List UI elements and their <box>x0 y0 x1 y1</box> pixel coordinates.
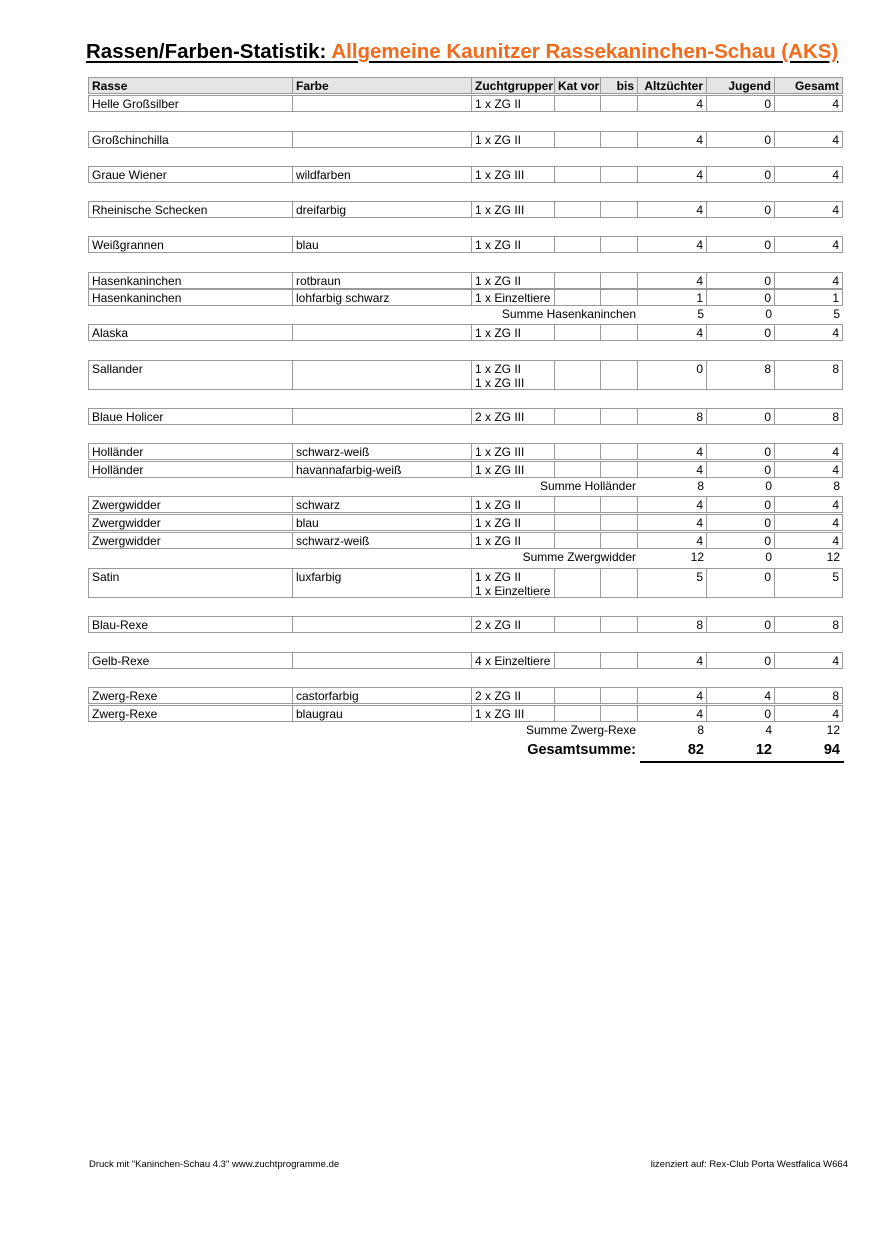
cell-rasse: Blau-Rexe <box>88 616 293 633</box>
table-row <box>89 289 844 306</box>
cell-altzuechter: 4 <box>637 95 707 112</box>
cell-gesamt: 4 <box>774 272 843 289</box>
cell-rasse: Zwergwidder <box>88 496 293 513</box>
zuchtgruppe-line: 1 x ZG III <box>475 376 525 390</box>
subtotal-row <box>89 307 844 324</box>
cell-jugend: 0 <box>706 166 775 183</box>
cell-farbe: schwarz <box>292 496 472 513</box>
cell-gesamt: 4 <box>774 131 843 148</box>
cell-zuchtgruppe <box>471 360 555 390</box>
cell-gesamt: 8 <box>774 360 843 390</box>
cell-rasse: Helle Großsilber <box>88 95 293 112</box>
subtotal-label: Summe Hasenkaninchen <box>501 307 636 321</box>
col-header-rasse: Rasse <box>88 77 293 94</box>
cell-rasse: Zwerg-Rexe <box>88 687 293 704</box>
cell-rasse: Weißgrannen <box>88 236 293 253</box>
zuchtgruppe-line: 1 x Einzeltiere <box>475 584 551 598</box>
cell-altzuechter: 4 <box>637 652 707 669</box>
cell-farbe <box>292 95 472 112</box>
cell-altzuechter: 4 <box>637 201 707 218</box>
page-title <box>86 42 838 63</box>
cell-bis <box>600 616 638 633</box>
cell-farbe: lohfarbig schwarz <box>292 289 472 306</box>
table-row <box>89 201 844 218</box>
grand-total-underline <box>640 761 844 763</box>
cell-bis <box>600 568 638 598</box>
cell-farbe: schwarz-weiß <box>292 532 472 549</box>
cell-rasse: Holländer <box>88 443 293 460</box>
cell-bis <box>600 514 638 531</box>
cell-farbe <box>292 131 472 148</box>
cell-altzuechter: 4 <box>637 496 707 513</box>
cell-bis <box>600 236 638 253</box>
cell-kat-von <box>554 236 601 253</box>
cell-gesamt: 5 <box>774 568 843 598</box>
subtotal-label: Summe Holländer <box>539 479 636 493</box>
cell-farbe: blau <box>292 236 472 253</box>
cell-jugend: 4 <box>706 687 775 704</box>
cell-bis <box>600 461 638 478</box>
table-row <box>89 166 844 183</box>
cell-rasse: Sallander <box>88 360 293 390</box>
cell-bis <box>600 360 638 390</box>
cell-altzuechter: 4 <box>637 131 707 148</box>
show-name: Allgemeine Kaunitzer Rassekaninchen-Schau (AKS) <box>331 40 839 63</box>
cell-zuchtgruppe <box>471 568 555 598</box>
cell-zuchtgruppe: 1 x ZG II <box>471 272 555 289</box>
table-row <box>89 408 844 425</box>
col-header-gesamt: Gesamt <box>774 77 843 94</box>
subtotal-jugend: 0 <box>765 550 772 564</box>
cell-altzuechter: 4 <box>637 532 707 549</box>
cell-kat-von <box>554 443 601 460</box>
cell-altzuechter: 4 <box>637 443 707 460</box>
col-header-altzuechter: Altzüchter <box>637 77 707 94</box>
cell-kat-von <box>554 408 601 425</box>
grand-total-label: Gesamtsumme: <box>527 742 636 758</box>
cell-altzuechter: 8 <box>637 616 707 633</box>
cell-rasse: Hasenkaninchen <box>88 289 293 306</box>
cell-gesamt: 1 <box>774 289 843 306</box>
cell-gesamt: 4 <box>774 324 843 341</box>
cell-farbe: rotbraun <box>292 272 472 289</box>
subtotal-label: Summe Zwergwidder <box>522 550 636 564</box>
cell-bis <box>600 166 638 183</box>
cell-jugend: 0 <box>706 496 775 513</box>
col-header-jugend: Jugend <box>706 77 775 94</box>
cell-rasse: Holländer <box>88 461 293 478</box>
cell-kat-von <box>554 532 601 549</box>
cell-bis <box>600 408 638 425</box>
cell-farbe: castorfarbig <box>292 687 472 704</box>
subtotal-jugend: 0 <box>765 479 772 493</box>
subtotal-label: Summe Zwerg-Rexe <box>525 723 636 737</box>
table-row <box>89 532 844 549</box>
cell-zuchtgruppe: 1 x ZG III <box>471 705 555 722</box>
cell-gesamt: 4 <box>774 514 843 531</box>
col-header-zuchtgruppe: Zuchtgrupper <box>471 77 555 94</box>
cell-altzuechter: 4 <box>637 687 707 704</box>
cell-kat-von <box>554 514 601 531</box>
table-row <box>89 461 844 478</box>
cell-gesamt: 4 <box>774 652 843 669</box>
cell-zuchtgruppe: 2 x ZG III <box>471 408 555 425</box>
cell-jugend: 0 <box>706 461 775 478</box>
table-row <box>89 568 844 598</box>
cell-bis <box>600 532 638 549</box>
cell-jugend: 0 <box>706 652 775 669</box>
cell-jugend: 0 <box>706 131 775 148</box>
cell-jugend: 0 <box>706 236 775 253</box>
cell-gesamt: 4 <box>774 201 843 218</box>
cell-rasse: Graue Wiener <box>88 166 293 183</box>
table-row <box>89 360 844 390</box>
cell-gesamt: 4 <box>774 461 843 478</box>
cell-bis <box>600 201 638 218</box>
cell-altzuechter: 4 <box>637 272 707 289</box>
cell-zuchtgruppe: 1 x ZG II <box>471 95 555 112</box>
cell-bis <box>600 652 638 669</box>
cell-zuchtgruppe: 1 x ZG III <box>471 166 555 183</box>
cell-bis <box>600 496 638 513</box>
cell-kat-von <box>554 95 601 112</box>
table-row <box>89 131 844 148</box>
cell-jugend: 0 <box>706 201 775 218</box>
cell-altzuechter: 4 <box>637 705 707 722</box>
zuchtgruppe-line: 1 x ZG II <box>475 362 522 376</box>
cell-zuchtgruppe: 4 x Einzeltiere <box>471 652 555 669</box>
cell-zuchtgruppe: 1 x ZG II <box>471 496 555 513</box>
cell-jugend: 0 <box>706 324 775 341</box>
cell-bis <box>600 95 638 112</box>
cell-zuchtgruppe: 1 x ZG II <box>471 324 555 341</box>
cell-jugend: 0 <box>706 289 775 306</box>
cell-bis <box>600 289 638 306</box>
grand-total-row <box>89 740 844 762</box>
cell-zuchtgruppe: 1 x ZG II <box>471 236 555 253</box>
table-row <box>89 236 844 253</box>
table-row <box>89 705 844 722</box>
table-row <box>89 514 844 531</box>
cell-rasse: Zwergwidder <box>88 532 293 549</box>
cell-altzuechter: 4 <box>637 166 707 183</box>
table-row <box>89 652 844 669</box>
cell-farbe <box>292 616 472 633</box>
cell-altzuechter: 4 <box>637 461 707 478</box>
cell-farbe: blaugrau <box>292 705 472 722</box>
cell-gesamt: 4 <box>774 705 843 722</box>
cell-zuchtgruppe: 2 x ZG II <box>471 616 555 633</box>
cell-kat-von <box>554 131 601 148</box>
cell-zuchtgruppe: 1 x ZG III <box>471 443 555 460</box>
cell-rasse: Alaska <box>88 324 293 341</box>
subtotal-altzuechter: 8 <box>697 723 704 737</box>
cell-rasse: Blaue Holicer <box>88 408 293 425</box>
cell-kat-von <box>554 289 601 306</box>
cell-jugend: 0 <box>706 616 775 633</box>
subtotal-jugend: 4 <box>765 723 772 737</box>
col-header-bis: bis <box>600 77 638 94</box>
cell-gesamt: 8 <box>774 408 843 425</box>
cell-rasse: Großchinchilla <box>88 131 293 148</box>
cell-gesamt: 4 <box>774 496 843 513</box>
subtotal-row <box>89 550 844 567</box>
cell-farbe <box>292 652 472 669</box>
cell-farbe: schwarz-weiß <box>292 443 472 460</box>
cell-jugend: 8 <box>706 360 775 390</box>
subtotal-jugend: 0 <box>765 307 772 321</box>
cell-gesamt: 4 <box>774 443 843 460</box>
cell-rasse: Satin <box>88 568 293 598</box>
cell-farbe: dreifarbig <box>292 201 472 218</box>
cell-altzuechter: 1 <box>637 289 707 306</box>
cell-kat-von <box>554 496 601 513</box>
table-row <box>89 324 844 341</box>
cell-jugend: 0 <box>706 705 775 722</box>
col-header-farbe: Farbe <box>292 77 472 94</box>
cell-altzuechter: 0 <box>637 360 707 390</box>
subtotal-gesamt: 12 <box>826 723 840 737</box>
cell-kat-von <box>554 360 601 390</box>
cell-jugend: 0 <box>706 532 775 549</box>
cell-zuchtgruppe: 1 x ZG II <box>471 514 555 531</box>
cell-zuchtgruppe: 1 x ZG II <box>471 532 555 549</box>
cell-kat-von <box>554 652 601 669</box>
cell-bis <box>600 443 638 460</box>
subtotal-row <box>89 479 844 496</box>
cell-zuchtgruppe: 1 x ZG III <box>471 461 555 478</box>
cell-rasse: Hasenkaninchen <box>88 272 293 289</box>
cell-altzuechter: 8 <box>637 408 707 425</box>
cell-altzuechter: 4 <box>637 324 707 341</box>
cell-farbe: havannafarbig-weiß <box>292 461 472 478</box>
cell-jugend: 0 <box>706 408 775 425</box>
cell-jugend: 0 <box>706 568 775 598</box>
cell-kat-von <box>554 166 601 183</box>
cell-gesamt: 8 <box>774 687 843 704</box>
table-row <box>89 95 844 112</box>
col-header-kat-von: Kat vor <box>554 77 601 94</box>
cell-farbe <box>292 360 472 390</box>
table-row <box>89 496 844 513</box>
cell-rasse: Zwergwidder <box>88 514 293 531</box>
subtotal-gesamt: 8 <box>833 479 840 493</box>
subtotal-gesamt: 12 <box>826 550 840 564</box>
cell-rasse: Rheinische Schecken <box>88 201 293 218</box>
table-row <box>89 687 844 704</box>
cell-zuchtgruppe: 2 x ZG II <box>471 687 555 704</box>
cell-bis <box>600 705 638 722</box>
title-prefix: Rassen/Farben-Statistik: <box>86 40 327 63</box>
cell-kat-von <box>554 687 601 704</box>
subtotal-gesamt: 5 <box>833 307 840 321</box>
subtotal-row <box>89 723 844 740</box>
zuchtgruppe-line: 1 x ZG II <box>475 570 522 584</box>
cell-rasse: Gelb-Rexe <box>88 652 293 669</box>
cell-zuchtgruppe: 1 x ZG III <box>471 201 555 218</box>
cell-farbe <box>292 408 472 425</box>
cell-kat-von <box>554 705 601 722</box>
cell-altzuechter: 5 <box>637 568 707 598</box>
cell-bis <box>600 131 638 148</box>
grand-total-gesamt: 94 <box>823 742 840 758</box>
cell-jugend: 0 <box>706 443 775 460</box>
cell-farbe: blau <box>292 514 472 531</box>
cell-gesamt: 4 <box>774 95 843 112</box>
cell-altzuechter: 4 <box>637 236 707 253</box>
cell-gesamt: 4 <box>774 236 843 253</box>
cell-gesamt: 4 <box>774 166 843 183</box>
cell-jugend: 0 <box>706 272 775 289</box>
cell-jugend: 0 <box>706 95 775 112</box>
cell-farbe <box>292 324 472 341</box>
cell-jugend: 0 <box>706 514 775 531</box>
cell-rasse: Zwerg-Rexe <box>88 705 293 722</box>
cell-farbe: luxfarbig <box>292 568 472 598</box>
cell-kat-von <box>554 461 601 478</box>
cell-zuchtgruppe: 1 x ZG II <box>471 131 555 148</box>
footer-license: lizenziert auf: Rex-Club Porta Westfalica W664 <box>650 1159 848 1170</box>
cell-gesamt: 8 <box>774 616 843 633</box>
cell-kat-von <box>554 568 601 598</box>
cell-kat-von <box>554 201 601 218</box>
table-row <box>89 616 844 633</box>
table-row <box>89 443 844 460</box>
grand-total-jugend: 12 <box>755 742 772 758</box>
cell-bis <box>600 324 638 341</box>
cell-altzuechter: 4 <box>637 514 707 531</box>
footer-print-note: Druck mit "Kaninchen-Schau 4.3" www.zuchtprogramme.de <box>89 1159 340 1170</box>
cell-kat-von <box>554 324 601 341</box>
cell-kat-von <box>554 616 601 633</box>
cell-kat-von <box>554 272 601 289</box>
table-header <box>89 77 844 94</box>
cell-bis <box>600 687 638 704</box>
cell-zuchtgruppe: 1 x Einzeltiere <box>471 289 555 306</box>
subtotal-altzuechter: 12 <box>690 550 704 564</box>
table-row <box>89 272 844 289</box>
subtotal-altzuechter: 8 <box>697 479 704 493</box>
cell-bis <box>600 272 638 289</box>
cell-farbe: wildfarben <box>292 166 472 183</box>
grand-total-altzuechter: 82 <box>687 742 704 758</box>
subtotal-altzuechter: 5 <box>697 307 704 321</box>
cell-gesamt: 4 <box>774 532 843 549</box>
